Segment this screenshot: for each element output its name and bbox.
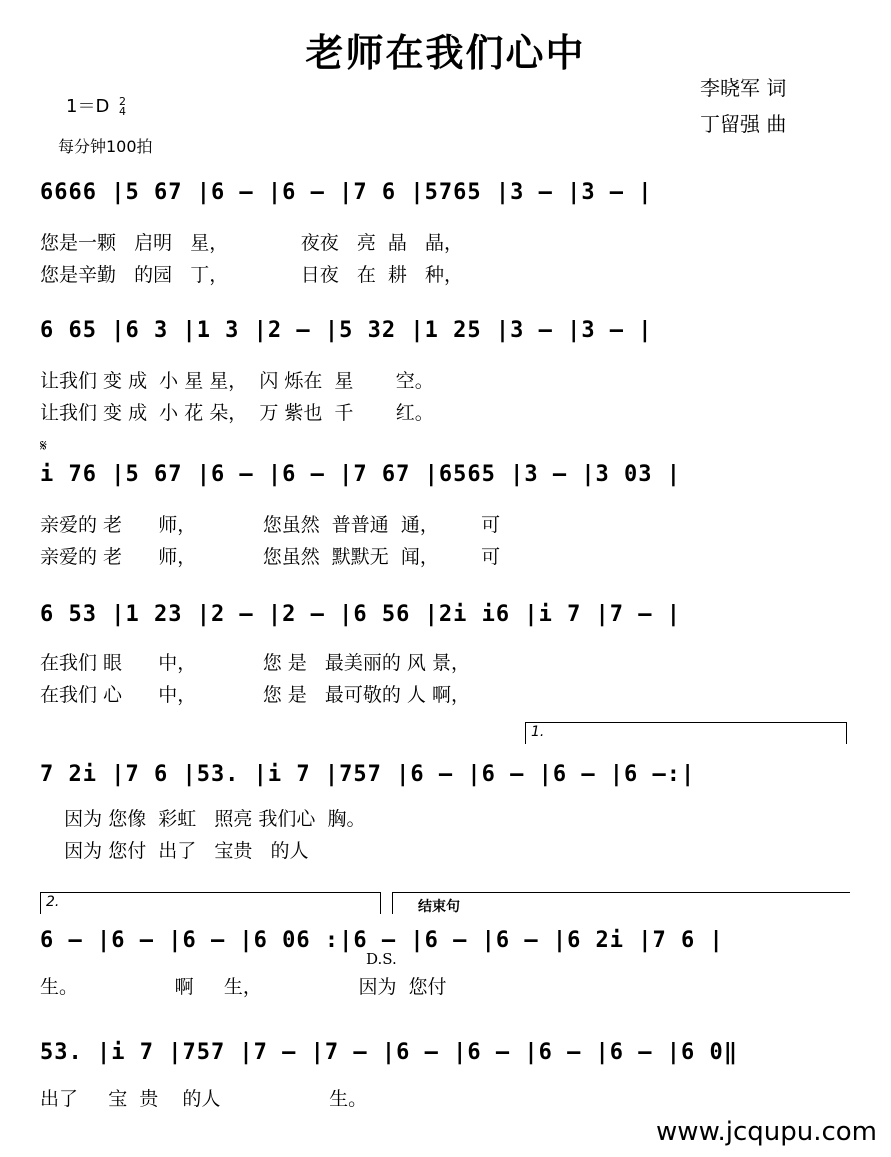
key-label: 1＝D <box>66 96 110 117</box>
lyric-verse-2: 您是辛勤 的园 丁， 日夜 在 耕 种， <box>40 264 464 286</box>
lyric-verse-2: 让我们 变 成 小 花 朵， 万 紫也 千 红。 <box>40 402 434 424</box>
ending-bracket <box>392 892 850 893</box>
composer-credit: 丁留强 曲 <box>700 112 787 136</box>
ending-label: 结束句 <box>418 899 460 915</box>
notation: 6 – |6 – |6 – |6 06 :|6 – |6 – |6 – |6 2i |7 6 | <box>40 928 724 953</box>
lyric-verse-1: 生。 啊 生， 因为 您付 <box>40 976 447 998</box>
lyric-verse-1: 出了 宝 贵 的人 生。 <box>40 1088 368 1110</box>
volta-2-bracket-right <box>380 892 381 914</box>
notation: 6 53 |1 23 |2 – |2 – |6 56 |2i i6 |i 7 |7 – | <box>40 602 682 627</box>
key-signature <box>66 92 126 118</box>
lyric-verse-2: 因为 您付 出了 宝贵 的人 <box>40 840 309 862</box>
notation: 6666 |5 67 |6 – |6 – |7 6 |5765 |3 – |3 – | <box>40 180 653 205</box>
ending-bracket-left <box>392 892 393 914</box>
volta-1-label: 1. <box>531 724 545 740</box>
tempo-marking: 每分钟100拍 <box>58 137 153 156</box>
segno-mark: 𝄋 <box>40 436 47 455</box>
ds-mark: D.S. <box>366 950 397 968</box>
volta-1-bracket <box>525 722 847 723</box>
volta-1-bracket-left <box>525 722 526 744</box>
lyric-verse-1: 因为 您像 彩虹 照亮 我们心 胸。 <box>40 808 366 830</box>
lyric-verse-1: 您是一颗 启明 星， 夜夜 亮 晶 晶， <box>40 232 464 254</box>
lyric-verse-1: 在我们 眼 中， 您 是 最美丽的 风 景， <box>40 652 470 674</box>
lyricist-credit: 李晓军 词 <box>700 76 787 100</box>
volta-2-bracket-left <box>40 892 41 914</box>
volta-2-bracket <box>40 892 380 893</box>
notation: 7 2i |7 6 |53. |i 7 |757 |6 – |6 – |6 – |6 –:| <box>40 762 696 787</box>
notation: 6 65 |6 3 |1 3 |2 – |5 32 |1 25 |3 – |3 – | <box>40 318 653 343</box>
lyric-verse-2: 在我们 心 中， 您 是 最可敬的 人 啊， <box>40 684 470 706</box>
time-signature: 2 4 <box>119 95 127 118</box>
volta-2-label: 2. <box>46 894 60 910</box>
lyric-verse-2: 亲爱的 老 师， 您虽然 默默无 闻， 可 <box>40 546 501 568</box>
notation: 53. |i 7 |757 |7 – |7 – |6 – |6 – |6 – |6 – |6 0‖ <box>40 1040 739 1065</box>
site-watermark: www.jcqupu.com <box>656 1117 877 1147</box>
lyric-verse-1: 让我们 变 成 小 星 星， 闪 烁在 星 空。 <box>40 370 434 392</box>
volta-1-bracket-right <box>846 722 847 744</box>
lyric-verse-1: 亲爱的 老 师， 您虽然 普普通 通， 可 <box>40 514 501 536</box>
song-title: 老师在我们心中 <box>305 31 586 75</box>
notation: i 76 |5 67 |6 – |6 – |7 67 |6565 |3 – |3 03 | <box>40 462 682 487</box>
